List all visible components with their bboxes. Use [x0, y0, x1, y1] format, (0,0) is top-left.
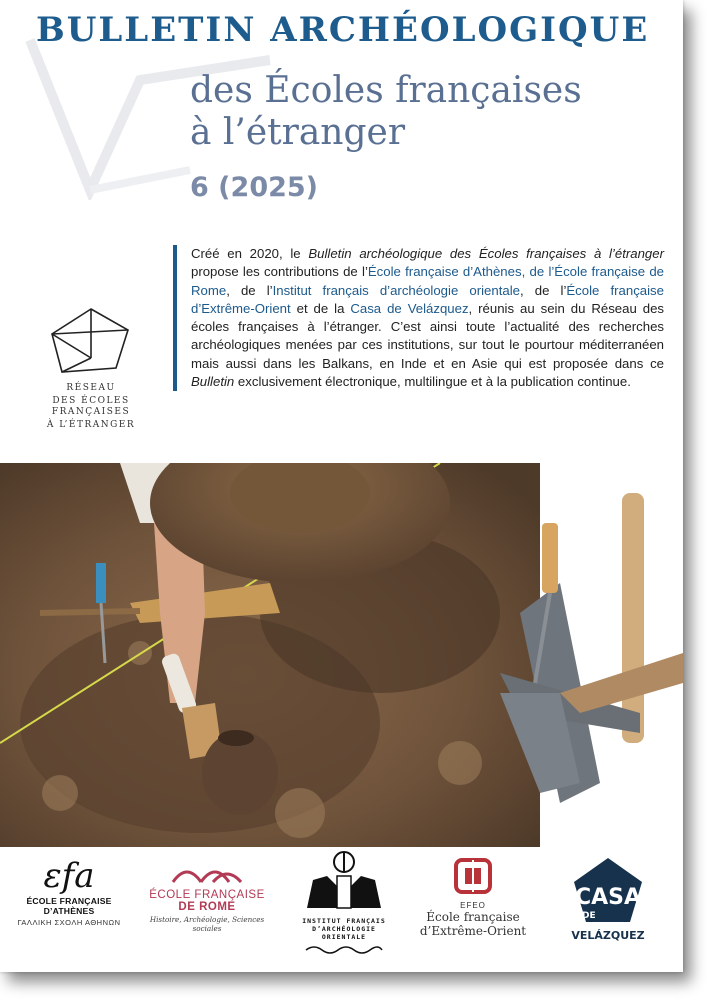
link-ifao[interactable]: Institut français d’archéologie orientale — [272, 282, 520, 298]
journal-subtitle — [190, 70, 582, 154]
partner-logos — [0, 850, 683, 970]
efa-mark: εfa — [43, 856, 95, 896]
casa-mark: CASA — [574, 885, 642, 910]
intro-bulletin-word: Bulletin — [191, 374, 235, 390]
intro-text: Créé en 2020, le — [191, 246, 309, 261]
network-logo — [16, 306, 166, 431]
link-efa-efr[interactable]: École française d’Athènes, de l’École française de Rome — [191, 264, 664, 298]
link-casa-velazquez[interactable]: Casa de Velázquez — [350, 300, 469, 316]
efeo-line-1: École française — [426, 910, 520, 924]
network-name-line-2: DES ÉCOLES FRANÇAISES — [51, 396, 131, 417]
logo-ifao[interactable] — [294, 850, 394, 959]
ifao-lions-icon — [301, 850, 387, 912]
ifao-line-2: D’ARCHÉOLOGIE ORIENTALE — [312, 925, 376, 941]
intro-bulletin-title: Bulletin archéologique des Écoles françaises à l’étranger — [308, 246, 664, 261]
logo-efeo[interactable] — [418, 856, 528, 938]
ifao-line-1: INSTITUT FRANÇAIS — [302, 917, 386, 925]
intro-text: , de l’ — [226, 282, 273, 298]
logo-efa[interactable] — [14, 856, 124, 927]
efr-arches-icon — [167, 862, 247, 884]
link-efeo[interactable]: École française d’Extrême-Orient — [191, 282, 664, 316]
network-name-line-1: RÉSEAU — [66, 383, 116, 393]
efr-tagline: Histoire, Archéologie, Sciences sociales — [149, 915, 265, 933]
intro-text: , réunis au sein du Réseau des écoles françaises à l’étranger. C’est ainsi toute l’actualité des recherches archéologiques menées par ces institutions, sur tout le pourtour méditerranéen mais aussi dans les Balkans, en Inde et en Asie qui est proposée dans ce — [191, 300, 664, 371]
network-polygon-icon — [46, 306, 136, 376]
efr-line-2: DE ROME — [178, 901, 236, 913]
volume-number: 6 (2025) — [190, 172, 319, 203]
intro-text: et de la — [290, 300, 351, 316]
casa-pentagon-icon — [572, 856, 644, 924]
network-name-line-3: À L’ÉTRANGER — [46, 420, 136, 430]
efa-greek-name: ΓΑΛΛΙΚΗ ΣΧΟΛΗ ΑΘΗΝΩΝ — [17, 918, 121, 927]
intro-paragraph — [173, 245, 664, 391]
efeo-emblem-icon — [448, 856, 498, 896]
intro-text: , de l’ — [519, 282, 567, 298]
casa-name: VELÁZQUEZ — [571, 929, 645, 942]
casa-de: DE — [582, 911, 596, 921]
excavation-illustration — [0, 463, 683, 847]
ifao-arabic-script-icon — [304, 944, 384, 954]
intro-text: exclusivement électronique, multilingue et à la publication continue. — [234, 374, 631, 390]
logo-efr[interactable] — [142, 862, 272, 933]
efeo-tag: EFEO — [460, 901, 486, 910]
subtitle-line-1: des Écoles françaises — [190, 70, 582, 111]
efeo-line-2: d’Extrême-Orient — [419, 924, 527, 938]
intro-text: propose les contributions de l’ — [191, 264, 368, 280]
logo-casa-velazquez[interactable] — [560, 856, 656, 942]
excavation-photo — [0, 463, 683, 847]
efa-name: ÉCOLE FRANÇAISE D’ATHÈNES — [26, 896, 112, 916]
journal-title: BULLETIN ARCHÉOLOGIQUE — [36, 10, 650, 50]
efr-line-1: ÉCOLE FRANÇAISE — [149, 889, 265, 901]
subtitle-line-2: à l’étranger — [190, 112, 406, 153]
